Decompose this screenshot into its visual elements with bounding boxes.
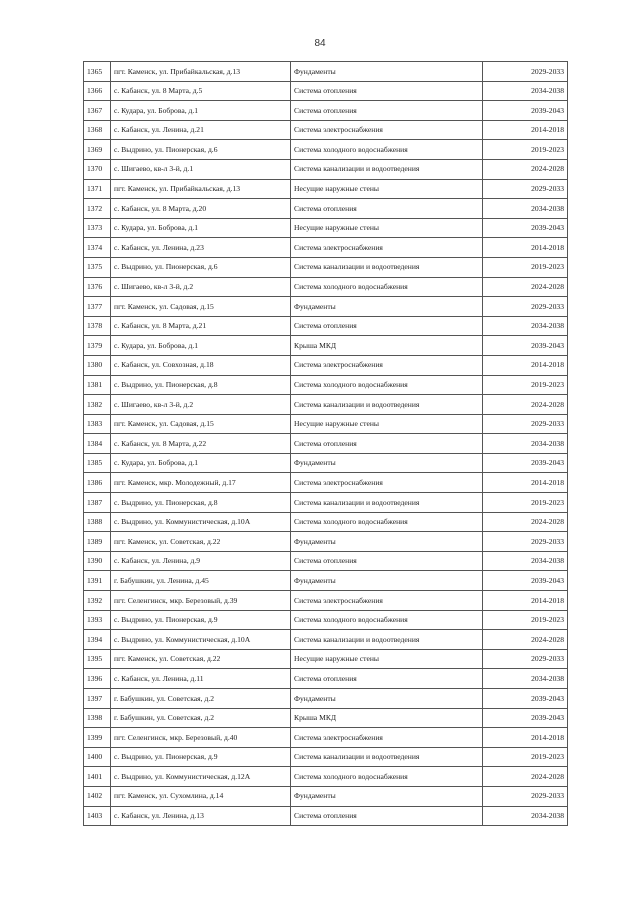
period-cell: 2029-2033	[483, 62, 568, 82]
address-cell: с. Выдрино, ул. Коммунистическая, д.10А	[111, 630, 291, 650]
row-number-cell: 1378	[84, 316, 111, 336]
table-row	[84, 179, 568, 199]
system-cell: Фундаменты	[291, 62, 483, 82]
period-cell: 2034-2038	[483, 316, 568, 336]
table-row	[84, 120, 568, 140]
address-cell: с. Кабанск, ул. Ленина, д.13	[111, 806, 291, 826]
period-cell: 2039-2043	[483, 101, 568, 121]
row-number-cell: 1387	[84, 493, 111, 513]
row-number-cell: 1366	[84, 81, 111, 101]
period-cell: 2024-2028	[483, 767, 568, 787]
row-number-cell: 1403	[84, 806, 111, 826]
system-cell: Система канализации и водоотведения	[291, 630, 483, 650]
table-row	[84, 806, 568, 826]
system-cell: Несущие наружные стены	[291, 218, 483, 238]
period-cell: 2024-2028	[483, 512, 568, 532]
address-cell: с. Кабанск, ул. 8 Марта, д.20	[111, 199, 291, 219]
row-number-cell: 1377	[84, 297, 111, 317]
address-cell: пгт. Селенгинск, мкр. Березовый, д.39	[111, 591, 291, 611]
row-number-cell: 1382	[84, 395, 111, 415]
period-cell: 2019-2023	[483, 140, 568, 160]
address-cell: пгт. Каменск, ул. Советская, д.22	[111, 649, 291, 669]
row-number-cell: 1380	[84, 355, 111, 375]
system-cell: Система электроснабжения	[291, 355, 483, 375]
table-row	[84, 473, 568, 493]
address-cell: с. Выдрино, ул. Пионерская, д.6	[111, 140, 291, 160]
address-cell: г. Бабушкин, ул. Советская, д.2	[111, 689, 291, 709]
period-cell: 2039-2043	[483, 218, 568, 238]
period-cell: 2014-2018	[483, 473, 568, 493]
row-number-cell: 1391	[84, 571, 111, 591]
row-number-cell: 1392	[84, 591, 111, 611]
period-cell: 2034-2038	[483, 669, 568, 689]
row-number-cell: 1398	[84, 708, 111, 728]
row-number-cell: 1396	[84, 669, 111, 689]
system-cell: Система канализации и водоотведения	[291, 395, 483, 415]
table-row	[84, 434, 568, 454]
row-number-cell: 1369	[84, 140, 111, 160]
row-number-cell: 1393	[84, 610, 111, 630]
table-row	[84, 649, 568, 669]
period-cell: 2029-2033	[483, 179, 568, 199]
table-row	[84, 101, 568, 121]
row-number-cell: 1385	[84, 453, 111, 473]
system-cell: Фундаменты	[291, 297, 483, 317]
address-cell: с. Шигаево, кв-л 3-й, д.2	[111, 395, 291, 415]
row-number-cell: 1367	[84, 101, 111, 121]
row-number-cell: 1373	[84, 218, 111, 238]
table-row	[84, 218, 568, 238]
address-cell: с. Кабанск, ул. 8 Марта, д.21	[111, 316, 291, 336]
registry-table	[83, 61, 568, 826]
period-cell: 2034-2038	[483, 199, 568, 219]
row-number-cell: 1381	[84, 375, 111, 395]
address-cell: с. Выдрино, ул. Пионерская, д.9	[111, 610, 291, 630]
table-row	[84, 728, 568, 748]
period-cell: 2019-2023	[483, 375, 568, 395]
system-cell: Система отопления	[291, 806, 483, 826]
system-cell: Система электроснабжения	[291, 120, 483, 140]
address-cell: пгт. Селенгинск, мкр. Березовый, д.40	[111, 728, 291, 748]
table-row	[84, 551, 568, 571]
row-number-cell: 1383	[84, 414, 111, 434]
period-cell: 2034-2038	[483, 81, 568, 101]
period-cell: 2014-2018	[483, 355, 568, 375]
system-cell: Фундаменты	[291, 453, 483, 473]
row-number-cell: 1402	[84, 786, 111, 806]
table-row	[84, 257, 568, 277]
address-cell: с. Кабанск, ул. Ленина, д.23	[111, 238, 291, 258]
system-cell: Система холодного водоснабжения	[291, 375, 483, 395]
period-cell: 2024-2028	[483, 630, 568, 650]
table-row	[84, 316, 568, 336]
row-number-cell: 1376	[84, 277, 111, 297]
period-cell: 2029-2033	[483, 297, 568, 317]
system-cell: Фундаменты	[291, 689, 483, 709]
period-cell: 2039-2043	[483, 336, 568, 356]
period-cell: 2039-2043	[483, 571, 568, 591]
period-cell: 2019-2023	[483, 610, 568, 630]
period-cell: 2019-2023	[483, 257, 568, 277]
system-cell: Крыша МКД	[291, 708, 483, 728]
system-cell: Система отопления	[291, 199, 483, 219]
table-row	[84, 571, 568, 591]
period-cell: 2019-2023	[483, 747, 568, 767]
period-cell: 2034-2038	[483, 434, 568, 454]
table-row	[84, 453, 568, 473]
address-cell: пгт. Каменск, ул. Садовая, д.15	[111, 414, 291, 434]
address-cell: с. Шигаево, кв-л 3-й, д.2	[111, 277, 291, 297]
system-cell: Несущие наружные стены	[291, 179, 483, 199]
table-row	[84, 414, 568, 434]
table-row	[84, 336, 568, 356]
system-cell: Система отопления	[291, 551, 483, 571]
system-cell: Система холодного водоснабжения	[291, 140, 483, 160]
address-cell: с. Выдрино, ул. Пионерская, д.9	[111, 747, 291, 767]
address-cell: с. Кабанск, ул. 8 Марта, д.5	[111, 81, 291, 101]
address-cell: с. Шигаево, кв-л 3-й, д.1	[111, 159, 291, 179]
period-cell: 2019-2023	[483, 493, 568, 513]
page-number: 84	[314, 38, 326, 49]
row-number-cell: 1379	[84, 336, 111, 356]
period-cell: 2024-2028	[483, 395, 568, 415]
table-row	[84, 395, 568, 415]
address-cell: пгт. Каменск, мкр. Молодежный, д.17	[111, 473, 291, 493]
address-cell: с. Выдрино, ул. Коммунистическая, д.10А	[111, 512, 291, 532]
system-cell: Система отопления	[291, 434, 483, 454]
system-cell: Система отопления	[291, 669, 483, 689]
system-cell: Система канализации и водоотведения	[291, 159, 483, 179]
system-cell: Система канализации и водоотведения	[291, 747, 483, 767]
system-cell: Система электроснабжения	[291, 473, 483, 493]
table-row	[84, 238, 568, 258]
table-row	[84, 591, 568, 611]
system-cell: Система электроснабжения	[291, 591, 483, 611]
registry-table-body	[84, 62, 568, 826]
system-cell: Несущие наружные стены	[291, 414, 483, 434]
period-cell: 2039-2043	[483, 453, 568, 473]
table-row	[84, 669, 568, 689]
address-cell: с. Кабанск, ул. 8 Марта, д.22	[111, 434, 291, 454]
table-row	[84, 140, 568, 160]
table-row	[84, 786, 568, 806]
address-cell: с. Кудара, ул. Боброва, д.1	[111, 101, 291, 121]
address-cell: с. Кабанск, ул. Ленина, д.11	[111, 669, 291, 689]
period-cell: 2029-2033	[483, 649, 568, 669]
period-cell: 2039-2043	[483, 708, 568, 728]
system-cell: Система отопления	[291, 101, 483, 121]
row-number-cell: 1384	[84, 434, 111, 454]
table-row	[84, 375, 568, 395]
period-cell: 2039-2043	[483, 689, 568, 709]
system-cell: Крыша МКД	[291, 336, 483, 356]
address-cell: пгт. Каменск, ул. Садовая, д.15	[111, 297, 291, 317]
system-cell: Система отопления	[291, 316, 483, 336]
row-number-cell: 1365	[84, 62, 111, 82]
period-cell: 2014-2018	[483, 728, 568, 748]
row-number-cell: 1397	[84, 689, 111, 709]
system-cell: Фундаменты	[291, 786, 483, 806]
row-number-cell: 1372	[84, 199, 111, 219]
row-number-cell: 1375	[84, 257, 111, 277]
address-cell: с. Кудара, ул. Боброва, д.1	[111, 218, 291, 238]
row-number-cell: 1400	[84, 747, 111, 767]
address-cell: с. Выдрино, ул. Пионерская, д.8	[111, 493, 291, 513]
row-number-cell: 1388	[84, 512, 111, 532]
system-cell: Система канализации и водоотведения	[291, 493, 483, 513]
table-row	[84, 532, 568, 552]
address-cell: с. Выдрино, ул. Пионерская, д.6	[111, 257, 291, 277]
address-cell: г. Бабушкин, ул. Советская, д.2	[111, 708, 291, 728]
system-cell: Система электроснабжения	[291, 728, 483, 748]
table-row	[84, 708, 568, 728]
period-cell: 2024-2028	[483, 277, 568, 297]
address-cell: с. Кабанск, ул. Ленина, д.21	[111, 120, 291, 140]
row-number-cell: 1374	[84, 238, 111, 258]
row-number-cell: 1401	[84, 767, 111, 787]
system-cell: Система холодного водоснабжения	[291, 512, 483, 532]
address-cell: пгт. Каменск, ул. Советская, д.22	[111, 532, 291, 552]
period-cell: 2034-2038	[483, 551, 568, 571]
address-cell: г. Бабушкин, ул. Ленина, д.45	[111, 571, 291, 591]
row-number-cell: 1368	[84, 120, 111, 140]
address-cell: с. Выдрино, ул. Коммунистическая, д.12А	[111, 767, 291, 787]
table-row	[84, 199, 568, 219]
table-row	[84, 277, 568, 297]
system-cell: Фундаменты	[291, 532, 483, 552]
address-cell: с. Кудара, ул. Боброва, д.1	[111, 453, 291, 473]
period-cell: 2029-2033	[483, 414, 568, 434]
system-cell: Система электроснабжения	[291, 238, 483, 258]
address-cell: пгт. Каменск, ул. Прибайкальская, д.13	[111, 62, 291, 82]
row-number-cell: 1399	[84, 728, 111, 748]
address-cell: пгт. Каменск, ул. Прибайкальская, д.13	[111, 179, 291, 199]
system-cell: Система холодного водоснабжения	[291, 767, 483, 787]
table-row	[84, 689, 568, 709]
table-row	[84, 355, 568, 375]
row-number-cell: 1386	[84, 473, 111, 493]
table-row	[84, 297, 568, 317]
table-row	[84, 62, 568, 82]
system-cell: Система холодного водоснабжения	[291, 610, 483, 630]
period-cell: 2014-2018	[483, 591, 568, 611]
system-cell: Фундаменты	[291, 571, 483, 591]
table-row	[84, 512, 568, 532]
period-cell: 2014-2018	[483, 120, 568, 140]
table-row	[84, 81, 568, 101]
system-cell: Система канализации и водоотведения	[291, 257, 483, 277]
period-cell: 2014-2018	[483, 238, 568, 258]
system-cell: Система холодного водоснабжения	[291, 277, 483, 297]
address-cell: с. Кабанск, ул. Ленина, д.9	[111, 551, 291, 571]
address-cell: пгт. Каменск, ул. Сухомлина, д.14	[111, 786, 291, 806]
table-row	[84, 493, 568, 513]
table-row	[84, 610, 568, 630]
table-row	[84, 159, 568, 179]
table-row	[84, 747, 568, 767]
row-number-cell: 1395	[84, 649, 111, 669]
table-row	[84, 767, 568, 787]
period-cell: 2024-2028	[483, 159, 568, 179]
row-number-cell: 1390	[84, 551, 111, 571]
period-cell: 2034-2038	[483, 806, 568, 826]
row-number-cell: 1371	[84, 179, 111, 199]
system-cell: Несущие наружные стены	[291, 649, 483, 669]
row-number-cell: 1370	[84, 159, 111, 179]
period-cell: 2029-2033	[483, 786, 568, 806]
address-cell: с. Кудара, ул. Боброва, д.1	[111, 336, 291, 356]
table-row	[84, 630, 568, 650]
period-cell: 2029-2033	[483, 532, 568, 552]
address-cell: с. Кабанск, ул. Совхозная, д.18	[111, 355, 291, 375]
system-cell: Система отопления	[291, 81, 483, 101]
row-number-cell: 1389	[84, 532, 111, 552]
row-number-cell: 1394	[84, 630, 111, 650]
address-cell: с. Выдрино, ул. Пионерская, д.8	[111, 375, 291, 395]
